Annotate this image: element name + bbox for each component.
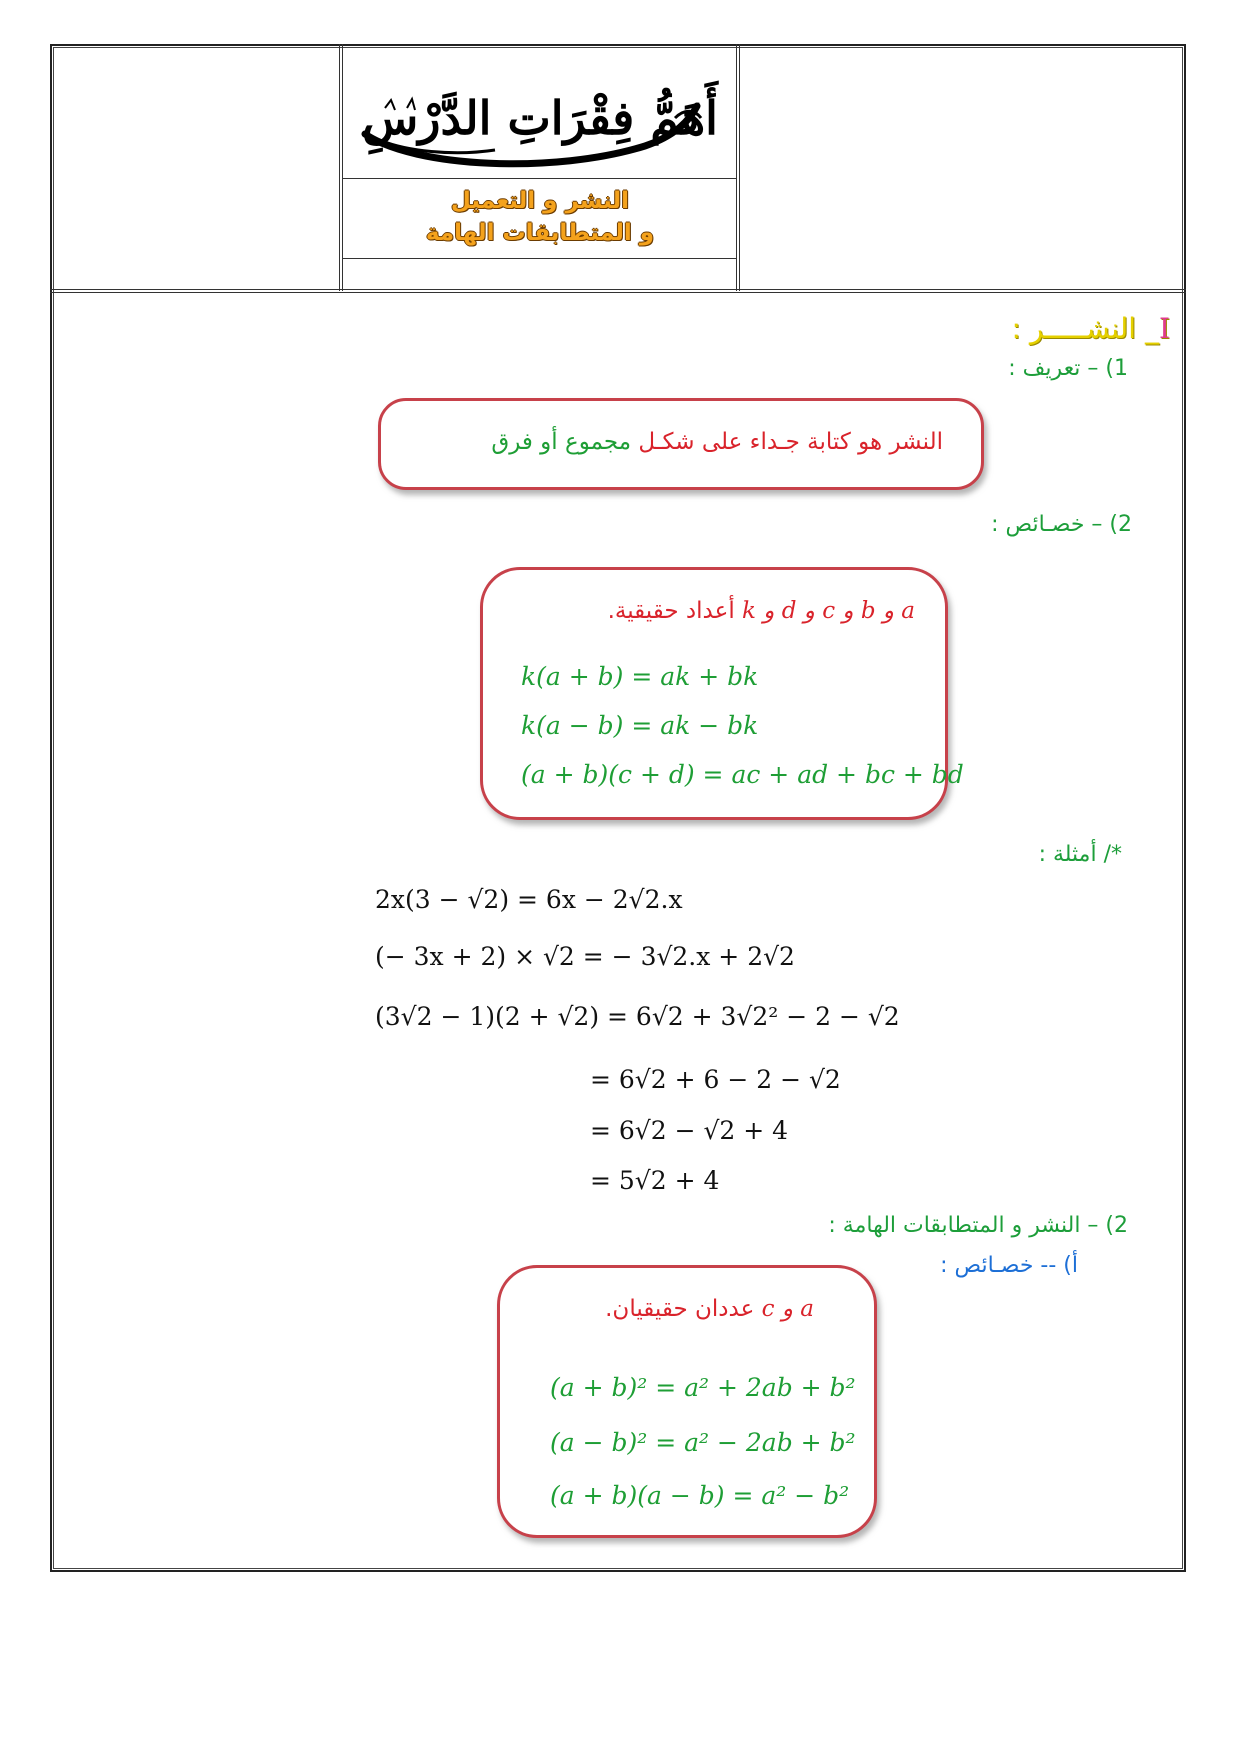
section-1-heading [1012, 312, 1171, 345]
example-2: (− 3x + 2) × √2 = − 3√2.x + 2√2 [375, 942, 795, 971]
properties-label: 2) – خصـائص : [991, 512, 1132, 537]
identities-intro-text: عددان حقيقيان. [605, 1296, 755, 1322]
identity-formula-3: (a + b)(a − b) = a² − b² [550, 1481, 850, 1510]
definition-text [491, 429, 943, 455]
lesson-title-line-1: النشر و التعميل [450, 188, 630, 214]
section-1-title: _ النشـــــر : [1011, 312, 1159, 345]
definition-text-red: النشر هو كتابة جـداء على شكـل [638, 429, 943, 455]
identities-intro [605, 1296, 814, 1322]
header-divider [50, 289, 1186, 293]
calligraphy-logo-image [345, 48, 735, 176]
properties-intro-vars: a و b و c و d و k [742, 598, 915, 624]
logo-text: أَهَمُّ فِقْرَاتِ الدَّرْسِ [362, 91, 718, 145]
section-1-number: I [1158, 312, 1170, 345]
example-3-step-1: = 6√2 + 6 − 2 − √2 [590, 1065, 841, 1094]
lesson-title [345, 185, 735, 249]
header-column-divider-right [736, 44, 740, 291]
example-1: 2x(3 − √2) = 6x − 2√2.x [375, 885, 683, 914]
lesson-title-line-2: و المتطابقات الهامة [425, 220, 655, 246]
identities-sub-label: أ) -- خصـائص : [940, 1253, 1078, 1278]
properties-intro [608, 598, 915, 624]
definition-text-green: مجموع أو فرق [491, 429, 632, 455]
header-row-divider-1 [343, 178, 736, 179]
example-3-step-3: = 5√2 + 4 [590, 1166, 720, 1195]
definition-label: 1) – تعريف : [1008, 356, 1128, 381]
examples-label: */ أمثلة : [1038, 842, 1122, 867]
properties-card [480, 567, 964, 820]
lesson-highlights-logo [345, 48, 735, 176]
identities-intro-vars: a و c [761, 1296, 814, 1322]
header-column-divider-left [339, 44, 343, 291]
properties-intro-text: أعداد حقيقية. [607, 598, 735, 624]
identity-formula-1: (a + b)² = a² + 2ab + b² [550, 1373, 856, 1402]
property-formula-3: (a + b)(c + d) = ac + ad + bc + bd [521, 760, 964, 789]
identity-formula-2: (a − b)² = a² − 2ab + b² [550, 1428, 856, 1457]
example-3-step-2: = 6√2 − √2 + 4 [590, 1116, 789, 1145]
header-row-divider-2 [343, 258, 736, 259]
property-formula-2: k(a − b) = ak − bk [521, 711, 759, 740]
identities-card [497, 1265, 877, 1538]
identities-label: 2) – النشر و المتطابقات الهامة : [828, 1213, 1128, 1238]
property-formula-1: k(a + b) = ak + bk [521, 662, 759, 691]
definition-card [378, 398, 984, 490]
example-3: (3√2 − 1)(2 + √2) = 6√2 + 3√2² − 2 − √2 [375, 1002, 900, 1031]
